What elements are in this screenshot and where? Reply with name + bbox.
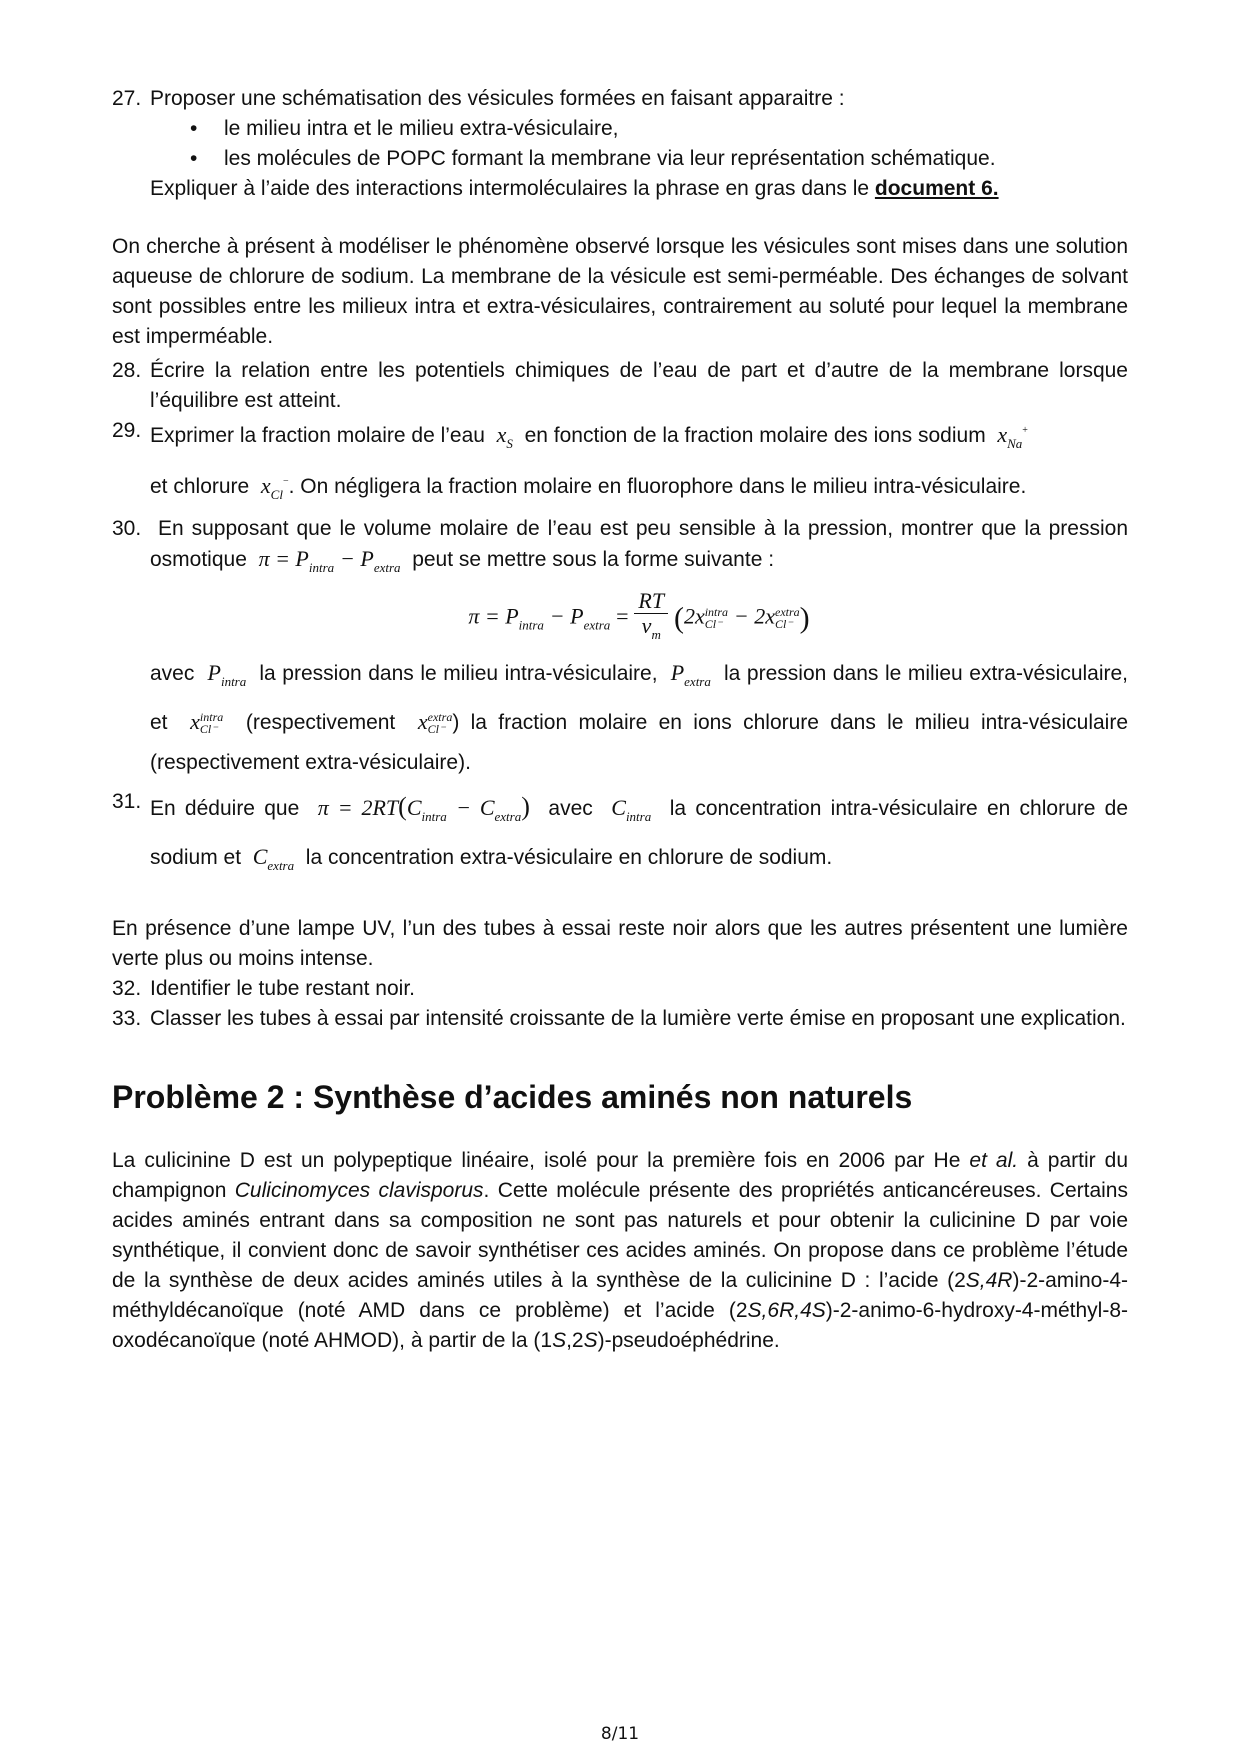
question-29: 29. Exprimer la fraction molaire de l’eau $x_S$ en fonction de la fraction molaire des ions sodium $x_{Na}^+$ et chlorure $x_{Cl}^-$. On négligera la fraction molaire en fluorophore dans le milieu intra-vésiculaire. bbox=[112, 419, 1028, 502]
question-31: 31. En déduire que $\pi = 2RT(C_{intra} - C_{extra})$ avec $C_{intra}$ la concentration intra-vésiculaire en chlorure de sodium et $C_{extra}$ la concentration extra-vésiculaire en chlorure de sodium. bbox=[112, 790, 1129, 873]
question-30: 30. En supposant que le volume molaire de l’eau est peu sensible à la pression, montrer que la pression osmotique $\pi = P_{intra} - P_{extra}$ peut se mettre sous la forme suivante : $\pi = P_{intra} - P_{extra}$ = $\frac{RT}{v_m}$ (2x intra Cl⁻ − 2x extra Cl⁻ ) avec $P_{intra}$ la pression dans le milieu intra-vésiculaire, $P_{extra}$ la pression dans le milieu extra-vésiculaire, et x intra Cl⁻ (respectivement x extra Cl⁻ ) la fraction molaire en ions chlorure dans le milieu intra-vésiculaire (respectivement extra-vésiculaire). bbox=[112, 514, 1128, 783]
question-28: 28. Écrire la relation entre les potentiels chimiques de l’eau de part et d’autre de la membrane lorsque l’équilibre est atteint. bbox=[112, 359, 1128, 412]
osmotic-pressure-equation: $\pi = P_{intra} - P_{extra}$ = $\frac{RT}{v_m}$ (2x intra Cl⁻ − 2x extra Cl⁻ ) bbox=[150, 583, 1128, 653]
list-item: • le milieu intra et le milieu extra-vésiculaire, bbox=[224, 114, 1128, 144]
question-32: 32. Identifier le tube restant noir. bbox=[112, 977, 415, 1000]
question-33: 33. Classer les tubes à essai par intensité croissante de la lumière verte émise en proposant une explication. bbox=[112, 1007, 1126, 1030]
list-item: • les molécules de POPC formant la membrane via leur représentation schématique. bbox=[224, 144, 1128, 174]
bullet-list bbox=[112, 114, 1128, 174]
page-number: 8/11 bbox=[600, 1724, 640, 1744]
question-27-explain: Expliquer à l’aide des interactions intermoléculaires la phrase en gras dans le document 6. bbox=[150, 177, 999, 200]
paragraph-culicinine: La culicinine D est un polypeptique linéaire, isolé pour la première fois en 2006 par He et al. à partir du champignon Culicinomyces clavisporus. Cette molécule présente des propriétés anticancéreuses. Certains acides aminés entrant dans sa composition ne sont pas naturels et pour obtenir la culicinine D par voie synthétique, il convient donc de savoir synthétiser ces acides aminés. On propose dans ce problème l’étude de la synthèse de deux acides aminés utiles à la synthèse de la culicinine D : l’acide (2S,4R)-2-amino-4-méthyldécanoïque (noté AMD dans ce problème) et l’acide (2S,6R,4S)-2-animo-6-hydroxy-4-méthyl-8-oxodécanoïque (noté AHMOD), à partir de la (1S,2S)-pseudoéphédrine. bbox=[112, 1149, 1128, 1352]
question-27 bbox=[112, 84, 1128, 114]
fraction: $\frac{RT}{v_m}$ bbox=[634, 589, 668, 647]
document-reference: document 6. bbox=[874, 177, 999, 200]
page-content bbox=[112, 84, 1128, 1356]
question-30-definitions: avec $P_{intra}$ la pression dans le milieu intra-vésiculaire, $P_{extra}$ la pression dans le milieu extra-vésiculaire, et x intra Cl⁻ (respectivement x extra Cl⁻ ) la fraction molaire en ions chlorure dans le milieu intra-vésiculaire (respectivement extra-vésiculaire). bbox=[150, 660, 1129, 774]
section-heading: Problème 2 : Synthèse d’acides aminés non naturels bbox=[112, 1079, 913, 1115]
paragraph-modelisation: On cherche à présent à modéliser le phénomène observé lorsque les vésicules sont mises dans une solution aqueuse de chlorure de sodium. La membrane de la vésicule est semi-perméable. Des échanges de solvant sont possibles entre les milieux intra et extra-vésiculaires, contrairement au soluté pour lequel la membrane est imperméable. bbox=[112, 235, 1128, 348]
bullet-icon: • bbox=[190, 117, 198, 140]
paragraph-uv-lamp: En présence d’une lampe UV, l’un des tubes à essai reste noir alors que les autres présentent une lumière verte plus ou moins intense. bbox=[112, 917, 1128, 970]
question-text: Proposer une schématisation des vésicules formées en faisant apparaitre : bbox=[150, 87, 845, 110]
bullet-icon: • bbox=[190, 147, 198, 170]
question-number: 27. bbox=[112, 87, 142, 110]
